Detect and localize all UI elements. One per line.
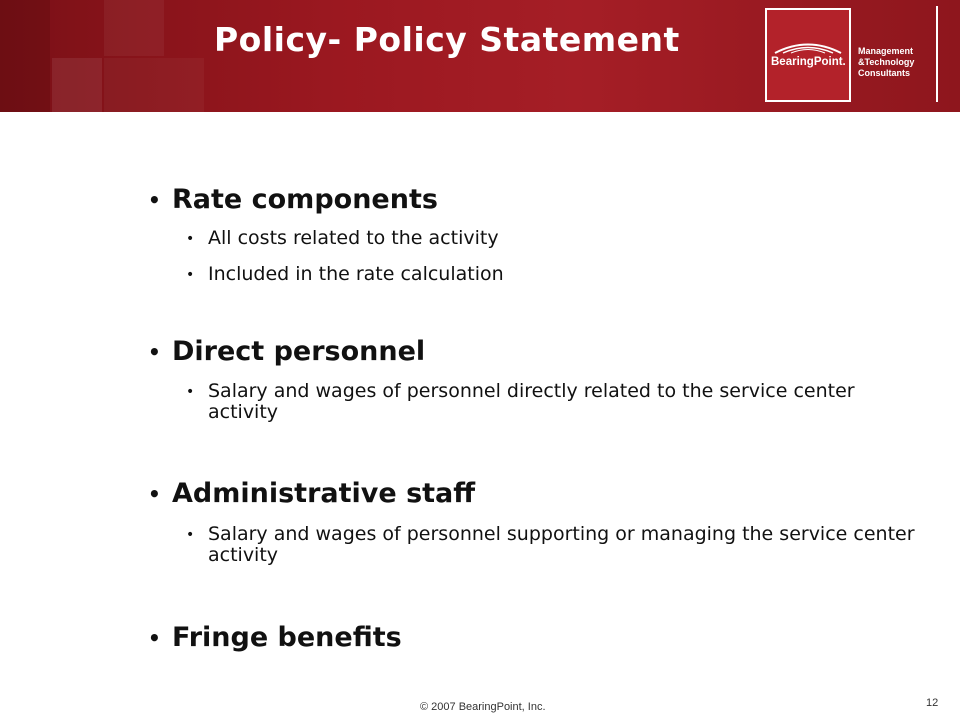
tagline-line: Management xyxy=(858,46,914,56)
bullet-icon: • xyxy=(186,267,195,283)
sub-bullet-text: Included in the rate calculation xyxy=(208,263,504,285)
bullet-icon: • xyxy=(148,340,161,364)
tagline-line: Consultants xyxy=(858,68,911,78)
bullet-icon: • xyxy=(186,527,195,543)
sub-bullet-text: Salary and wages of personnel directly related to the service center activity xyxy=(208,380,855,423)
bullet-label: Direct personnel xyxy=(172,336,426,367)
bullet-icon: • xyxy=(148,188,161,212)
copyright-footer: © 2007 BearingPoint, Inc. xyxy=(420,701,546,713)
slide-title: Policy- Policy Statement xyxy=(214,20,680,59)
bullet-label: Rate components xyxy=(172,184,438,215)
bullet-icon: • xyxy=(186,384,195,400)
tagline-line: &Technology xyxy=(858,57,915,67)
page-number: 12 xyxy=(926,697,939,709)
sub-bullet-text: Salary and wages of personnel supporting or managing the service center activity xyxy=(208,523,915,566)
bullet-icon: • xyxy=(148,482,161,506)
bullet-icon: • xyxy=(186,231,195,247)
bullet-label: Administrative staff xyxy=(172,478,476,509)
bullet-label: Fringe benefits xyxy=(172,622,402,653)
logo-wordmark: BearingPoint. xyxy=(771,56,846,68)
bullet-icon: • xyxy=(148,626,161,650)
sub-bullet-text: All costs related to the activity xyxy=(208,227,499,249)
